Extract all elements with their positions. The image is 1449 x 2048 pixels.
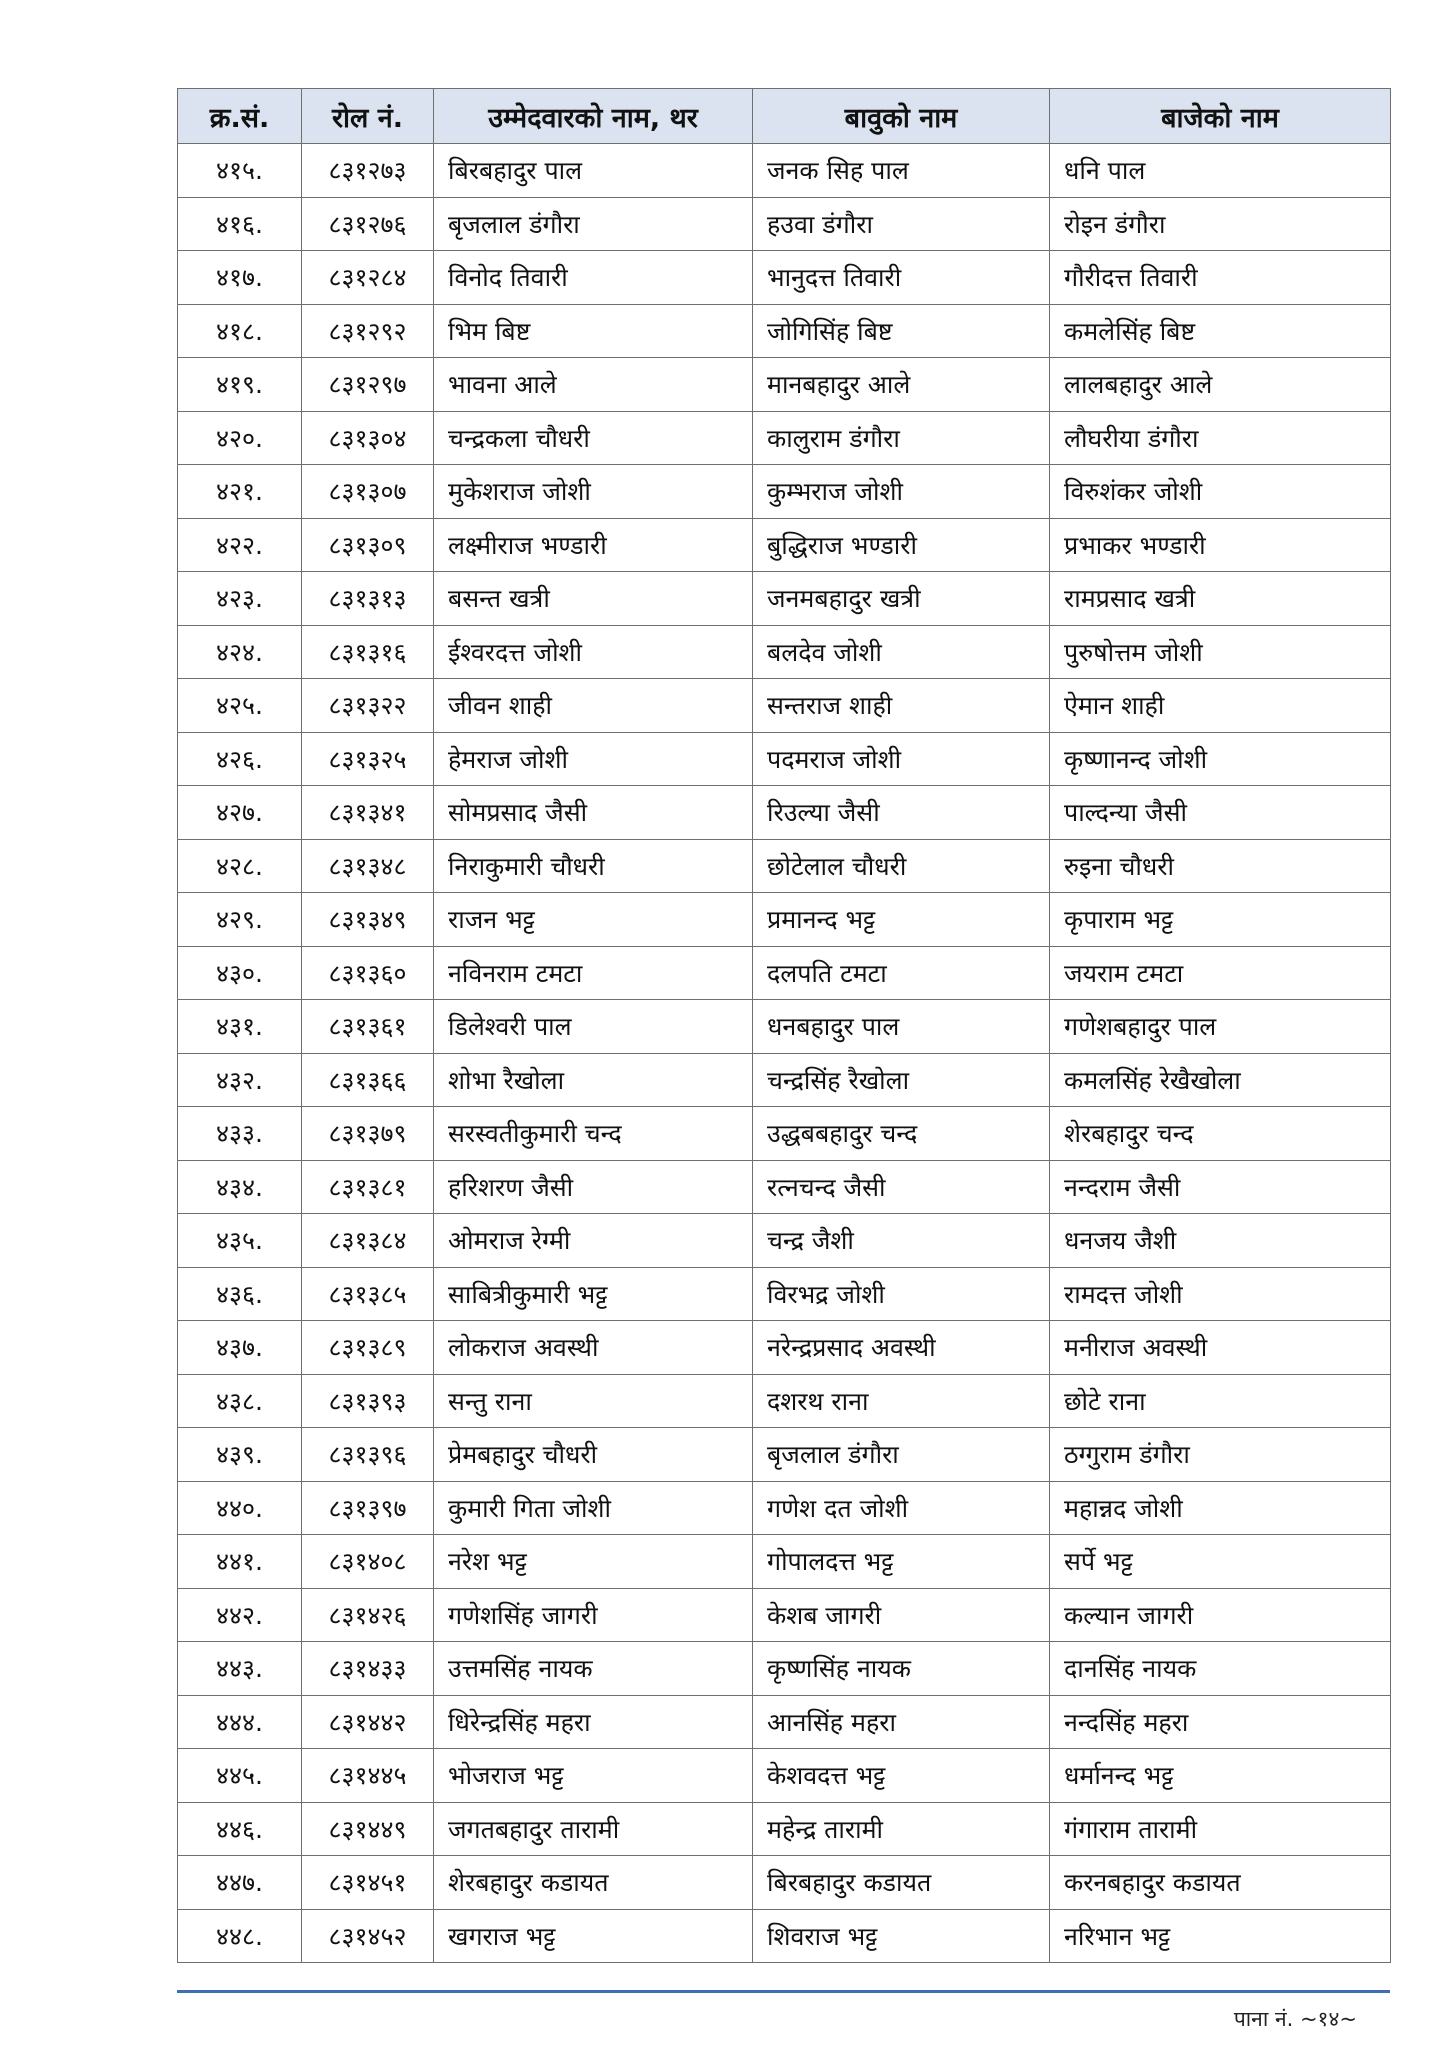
- cell-father-name: दलपति टमटा: [753, 946, 1050, 1000]
- cell-grandfather-name: दानसिंह नायक: [1050, 1642, 1391, 1696]
- cell-grandfather-name: पुरुषोत्तम जोशी: [1050, 625, 1391, 679]
- table-row: [178, 1749, 1391, 1803]
- cell-father-name: केशब जागरी: [753, 1588, 1050, 1642]
- table-row: [178, 786, 1391, 840]
- cell-grandfather-name: लौघरीया डंगौरा: [1050, 411, 1391, 465]
- cell-candidate-name: बसन्त खत्री: [434, 572, 753, 626]
- cell-grandfather-name: धर्मानन्द भट्ट: [1050, 1749, 1391, 1803]
- cell-father-name: महेन्द्र तारामी: [753, 1802, 1050, 1856]
- cell-roll-number: ८३१३४८: [302, 839, 434, 893]
- cell-father-name: कृष्णसिंह नायक: [753, 1642, 1050, 1696]
- cell-grandfather-name: पाल्दन्या जैसी: [1050, 786, 1391, 840]
- cell-roll-number: ८३१३६०: [302, 946, 434, 1000]
- cell-roll-number: ८३१३१३: [302, 572, 434, 626]
- cell-father-name: बुद्धिराज भण्डारी: [753, 518, 1050, 572]
- cell-grandfather-name: सर्पे भट्ट: [1050, 1535, 1391, 1589]
- cell-roll-number: ८३१३६१: [302, 1000, 434, 1054]
- cell-candidate-name: लक्ष्मीराज भण्डारी: [434, 518, 753, 572]
- cell-candidate-name: नविनराम टमटा: [434, 946, 753, 1000]
- cell-candidate-name: खगराज भट्ट: [434, 1909, 753, 1963]
- cell-father-name: शिवराज भट्ट: [753, 1909, 1050, 1963]
- cell-grandfather-name: शेरबहादुर चन्द: [1050, 1107, 1391, 1161]
- cell-candidate-name: प्रेमबहादुर चौधरी: [434, 1428, 753, 1482]
- cell-roll-number: ८३१३८१: [302, 1160, 434, 1214]
- table-row: [178, 251, 1391, 305]
- cell-grandfather-name: प्रभाकर भण्डारी: [1050, 518, 1391, 572]
- cell-father-name: धनबहादुर पाल: [753, 1000, 1050, 1054]
- cell-serial-number: ४३७.: [178, 1321, 302, 1375]
- cell-roll-number: ८३१२९७: [302, 358, 434, 412]
- cell-candidate-name: उत्तमसिंह नायक: [434, 1642, 753, 1696]
- cell-serial-number: ४४५.: [178, 1749, 302, 1803]
- cell-father-name: जोगिसिंह बिष्ट: [753, 304, 1050, 358]
- cell-serial-number: ४१७.: [178, 251, 302, 305]
- cell-grandfather-name: नन्दसिंह महरा: [1050, 1695, 1391, 1749]
- table-row: [178, 304, 1391, 358]
- cell-serial-number: ४२५.: [178, 679, 302, 733]
- header-grandfather-name: बाजेको नाम: [1050, 89, 1391, 144]
- cell-serial-number: ४३१.: [178, 1000, 302, 1054]
- cell-roll-number: ८३१३९६: [302, 1428, 434, 1482]
- cell-father-name: रत्नचन्द जैसी: [753, 1160, 1050, 1214]
- table-row: [178, 358, 1391, 412]
- cell-father-name: चन्द्र जैशी: [753, 1214, 1050, 1268]
- cell-grandfather-name: नरिभान भट्ट: [1050, 1909, 1391, 1963]
- cell-grandfather-name: छोटे राना: [1050, 1374, 1391, 1428]
- cell-grandfather-name: विरुशंकर जोशी: [1050, 465, 1391, 519]
- cell-candidate-name: निराकुमारी चौधरी: [434, 839, 753, 893]
- cell-grandfather-name: गणेशबहादुर पाल: [1050, 1000, 1391, 1054]
- table-row: [178, 572, 1391, 626]
- cell-serial-number: ४२६.: [178, 732, 302, 786]
- cell-roll-number: ८३१३०४: [302, 411, 434, 465]
- cell-father-name: जनक सिह पाल: [753, 144, 1050, 198]
- cell-serial-number: ४३४.: [178, 1160, 302, 1214]
- cell-roll-number: ८३१२८४: [302, 251, 434, 305]
- header-candidate-name: उम्मेदवारको नाम, थर: [434, 89, 753, 144]
- cell-candidate-name: हेमराज जोशी: [434, 732, 753, 786]
- cell-candidate-name: शेरबहादुर कडायत: [434, 1856, 753, 1910]
- cell-grandfather-name: करनबहादुर कडायत: [1050, 1856, 1391, 1910]
- table-row: [178, 1000, 1391, 1054]
- cell-candidate-name: शोभा रैखोला: [434, 1053, 753, 1107]
- cell-roll-number: ८३१३४९: [302, 893, 434, 947]
- table-row: [178, 1535, 1391, 1589]
- cell-roll-number: ८३१४०८: [302, 1535, 434, 1589]
- cell-father-name: दशरथ राना: [753, 1374, 1050, 1428]
- cell-candidate-name: भिम बिष्ट: [434, 304, 753, 358]
- cell-serial-number: ४४३.: [178, 1642, 302, 1696]
- cell-serial-number: ४३२.: [178, 1053, 302, 1107]
- table-row: [178, 1856, 1391, 1910]
- cell-candidate-name: भावना आले: [434, 358, 753, 412]
- cell-grandfather-name: लालबहादुर आले: [1050, 358, 1391, 412]
- cell-father-name: प्रमानन्द भट्ट: [753, 893, 1050, 947]
- cell-roll-number: ८३१३०९: [302, 518, 434, 572]
- cell-father-name: विरभद्र जोशी: [753, 1267, 1050, 1321]
- table-row: [178, 1481, 1391, 1535]
- cell-roll-number: ८३१३९७: [302, 1481, 434, 1535]
- cell-grandfather-name: कमलेसिंह बिष्ट: [1050, 304, 1391, 358]
- cell-candidate-name: धिरेन्द्रसिंह महरा: [434, 1695, 753, 1749]
- header-roll-number: रोल नं.: [302, 89, 434, 144]
- cell-father-name: बृजलाल डंगौरा: [753, 1428, 1050, 1482]
- cell-serial-number: ४४७.: [178, 1856, 302, 1910]
- table-row: [178, 893, 1391, 947]
- cell-roll-number: ८३१३४१: [302, 786, 434, 840]
- table-row: [178, 1214, 1391, 1268]
- table-body: [178, 144, 1391, 1963]
- cell-father-name: भानुदत्त तिवारी: [753, 251, 1050, 305]
- cell-serial-number: ४३५.: [178, 1214, 302, 1268]
- cell-grandfather-name: धनजय जैशी: [1050, 1214, 1391, 1268]
- table-row: [178, 1695, 1391, 1749]
- cell-roll-number: ८३१४३३: [302, 1642, 434, 1696]
- cell-candidate-name: राजन भट्ट: [434, 893, 753, 947]
- cell-candidate-name: नरेश भट्ट: [434, 1535, 753, 1589]
- cell-grandfather-name: ऐमान शाही: [1050, 679, 1391, 733]
- cell-father-name: कुम्भराज जोशी: [753, 465, 1050, 519]
- cell-candidate-name: सरस्वतीकुमारी चन्द: [434, 1107, 753, 1161]
- cell-grandfather-name: जयराम टमटा: [1050, 946, 1391, 1000]
- cell-father-name: बिरबहादुर कडायत: [753, 1856, 1050, 1910]
- cell-serial-number: ४४६.: [178, 1802, 302, 1856]
- cell-serial-number: ४१५.: [178, 144, 302, 198]
- cell-grandfather-name: रामप्रसाद खत्री: [1050, 572, 1391, 626]
- cell-serial-number: ४३९.: [178, 1428, 302, 1482]
- cell-roll-number: ८३१३०७: [302, 465, 434, 519]
- cell-serial-number: ४२९.: [178, 893, 302, 947]
- table-row: [178, 1802, 1391, 1856]
- cell-father-name: पदमराज जोशी: [753, 732, 1050, 786]
- cell-candidate-name: ओमराज रेग्मी: [434, 1214, 753, 1268]
- cell-father-name: मानबहादुर आले: [753, 358, 1050, 412]
- footer-divider: [177, 1990, 1390, 1993]
- table-row: [178, 1267, 1391, 1321]
- table-row: [178, 1160, 1391, 1214]
- cell-roll-number: ८३१३९३: [302, 1374, 434, 1428]
- cell-roll-number: ८३१४४२: [302, 1695, 434, 1749]
- cell-roll-number: ८३१३८४: [302, 1214, 434, 1268]
- cell-serial-number: ४१६.: [178, 197, 302, 251]
- cell-grandfather-name: नन्दराम जैसी: [1050, 1160, 1391, 1214]
- table-row: [178, 411, 1391, 465]
- cell-serial-number: ४२२.: [178, 518, 302, 572]
- table-row: [178, 197, 1391, 251]
- cell-serial-number: ४२७.: [178, 786, 302, 840]
- cell-serial-number: ४३६.: [178, 1267, 302, 1321]
- cell-serial-number: ४२०.: [178, 411, 302, 465]
- cell-grandfather-name: रुइना चौधरी: [1050, 839, 1391, 893]
- table-row: [178, 839, 1391, 893]
- cell-serial-number: ४४०.: [178, 1481, 302, 1535]
- table-row: [178, 1107, 1391, 1161]
- cell-candidate-name: गणेशसिंह जागरी: [434, 1588, 753, 1642]
- cell-grandfather-name: गंगाराम तारामी: [1050, 1802, 1391, 1856]
- cell-serial-number: ४४१.: [178, 1535, 302, 1589]
- cell-roll-number: ८३१२७३: [302, 144, 434, 198]
- table-row: [178, 1588, 1391, 1642]
- cell-father-name: उद्धबबहादुर चन्द: [753, 1107, 1050, 1161]
- cell-father-name: जनमबहादुर खत्री: [753, 572, 1050, 626]
- table-row: [178, 1642, 1391, 1696]
- cell-serial-number: ४२१.: [178, 465, 302, 519]
- cell-serial-number: ४२८.: [178, 839, 302, 893]
- table-row: [178, 465, 1391, 519]
- cell-serial-number: ४३०.: [178, 946, 302, 1000]
- table-row: [178, 144, 1391, 198]
- cell-serial-number: ४१९.: [178, 358, 302, 412]
- cell-serial-number: ४२३.: [178, 572, 302, 626]
- cell-roll-number: ८३१३१६: [302, 625, 434, 679]
- cell-roll-number: ८३१४५१: [302, 1856, 434, 1910]
- cell-candidate-name: भोजराज भट्ट: [434, 1749, 753, 1803]
- cell-grandfather-name: रोइन डंगौरा: [1050, 197, 1391, 251]
- cell-grandfather-name: गौरीदत्त तिवारी: [1050, 251, 1391, 305]
- table-row: [178, 1321, 1391, 1375]
- cell-father-name: छोटेलाल चौधरी: [753, 839, 1050, 893]
- cell-serial-number: ४३८.: [178, 1374, 302, 1428]
- cell-father-name: चन्द्रसिंह रैखोला: [753, 1053, 1050, 1107]
- cell-grandfather-name: कृपाराम भट्ट: [1050, 893, 1391, 947]
- cell-serial-number: ४४८.: [178, 1909, 302, 1963]
- cell-serial-number: ४२४.: [178, 625, 302, 679]
- cell-candidate-name: सन्तु राना: [434, 1374, 753, 1428]
- cell-candidate-name: चन्द्रकला चौधरी: [434, 411, 753, 465]
- cell-grandfather-name: ठग्गुराम डंगौरा: [1050, 1428, 1391, 1482]
- cell-serial-number: ४४४.: [178, 1695, 302, 1749]
- cell-candidate-name: जगतबहादुर तारामी: [434, 1802, 753, 1856]
- cell-roll-number: ८३१३२५: [302, 732, 434, 786]
- cell-roll-number: ८३१४४९: [302, 1802, 434, 1856]
- cell-serial-number: ४१८.: [178, 304, 302, 358]
- table-header-row: [178, 89, 1391, 144]
- cell-roll-number: ८३१३७९: [302, 1107, 434, 1161]
- cell-candidate-name: जीवन शाही: [434, 679, 753, 733]
- cell-father-name: हउवा डंगौरा: [753, 197, 1050, 251]
- cell-candidate-name: हरिशरण जैसी: [434, 1160, 753, 1214]
- cell-father-name: आनसिंह महरा: [753, 1695, 1050, 1749]
- cell-candidate-name: लोकराज अवस्थी: [434, 1321, 753, 1375]
- cell-grandfather-name: कल्यान जागरी: [1050, 1588, 1391, 1642]
- cell-candidate-name: सोमप्रसाद जैसी: [434, 786, 753, 840]
- cell-candidate-name: डिलेश्वरी पाल: [434, 1000, 753, 1054]
- table-row: [178, 1374, 1391, 1428]
- table-row: [178, 732, 1391, 786]
- cell-roll-number: ८३१३८५: [302, 1267, 434, 1321]
- cell-roll-number: ८३१४४५: [302, 1749, 434, 1803]
- cell-grandfather-name: कमलसिंह रेखैखोला: [1050, 1053, 1391, 1107]
- cell-candidate-name: बृजलाल डंगौरा: [434, 197, 753, 251]
- cell-father-name: सन्तराज शाही: [753, 679, 1050, 733]
- cell-grandfather-name: रामदत्त जोशी: [1050, 1267, 1391, 1321]
- header-father-name: बावुको नाम: [753, 89, 1050, 144]
- cell-father-name: रिउल्या जैसी: [753, 786, 1050, 840]
- cell-serial-number: ४४२.: [178, 1588, 302, 1642]
- table-row: [178, 679, 1391, 733]
- cell-candidate-name: कुमारी गिता जोशी: [434, 1481, 753, 1535]
- cell-father-name: बलदेव जोशी: [753, 625, 1050, 679]
- table-row: [178, 1909, 1391, 1963]
- table-row: [178, 625, 1391, 679]
- cell-candidate-name: बिरबहादुर पाल: [434, 144, 753, 198]
- cell-serial-number: ४३३.: [178, 1107, 302, 1161]
- cell-roll-number: ८३१३६६: [302, 1053, 434, 1107]
- candidate-list-sheet: [177, 88, 1390, 1963]
- cell-grandfather-name: मनीराज अवस्थी: [1050, 1321, 1391, 1375]
- cell-candidate-name: ईश्वरदत्त जोशी: [434, 625, 753, 679]
- header-serial-number: क्र.सं.: [178, 89, 302, 144]
- table-row: [178, 946, 1391, 1000]
- cell-father-name: गणेश दत जोशी: [753, 1481, 1050, 1535]
- table-row: [178, 518, 1391, 572]
- cell-grandfather-name: धनि पाल: [1050, 144, 1391, 198]
- cell-father-name: गोपालदत्त भट्ट: [753, 1535, 1050, 1589]
- cell-candidate-name: मुकेशराज जोशी: [434, 465, 753, 519]
- cell-roll-number: ८३१४५२: [302, 1909, 434, 1963]
- cell-roll-number: ८३१४२६: [302, 1588, 434, 1642]
- cell-father-name: नरेन्द्रप्रसाद अवस्थी: [753, 1321, 1050, 1375]
- cell-grandfather-name: महान्नद जोशी: [1050, 1481, 1391, 1535]
- table-row: [178, 1428, 1391, 1482]
- cell-roll-number: ८३१३२२: [302, 679, 434, 733]
- cell-roll-number: ८३१२७६: [302, 197, 434, 251]
- cell-roll-number: ८३१२९२: [302, 304, 434, 358]
- cell-candidate-name: विनोद तिवारी: [434, 251, 753, 305]
- cell-candidate-name: साबित्रीकुमारी भट्ट: [434, 1267, 753, 1321]
- cell-roll-number: ८३१३८९: [302, 1321, 434, 1375]
- table-row: [178, 1053, 1391, 1107]
- cell-father-name: कालुराम डंगौरा: [753, 411, 1050, 465]
- page-number: पाना नं. ~१४~: [1233, 2007, 1357, 2031]
- cell-grandfather-name: कृष्णानन्द जोशी: [1050, 732, 1391, 786]
- cell-father-name: केशवदत्त भट्ट: [753, 1749, 1050, 1803]
- candidate-table: [177, 88, 1391, 1963]
